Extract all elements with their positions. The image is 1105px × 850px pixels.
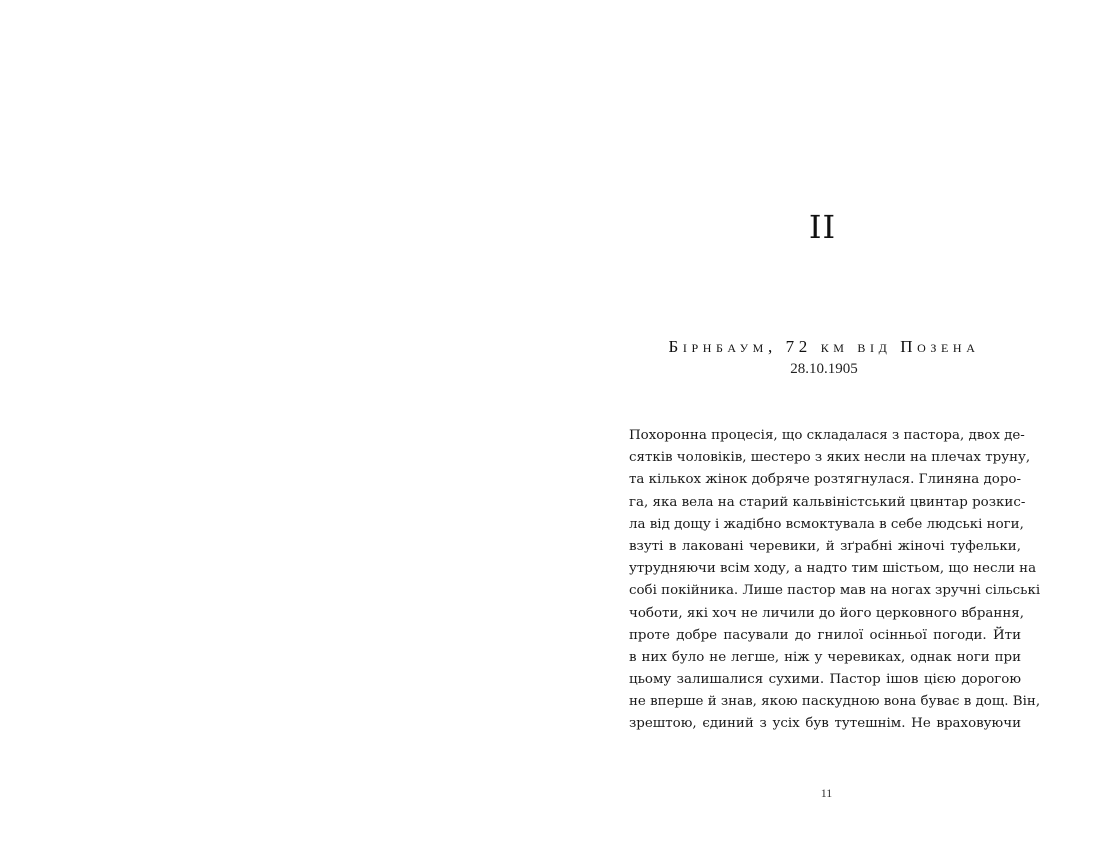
text-line: чоботи, які хоч не личили до його церковного вбрання, (629, 605, 1024, 621)
left-page-blank (0, 0, 552, 850)
page-number: 11 (820, 786, 833, 800)
text-line: Похоронна процесія, що складалася з пастора, двох де- (629, 428, 1025, 443)
chapter-number: II (808, 208, 837, 246)
body-text (629, 425, 1041, 736)
text-line: в них було не легше, ніж у черевиках, однак ноги при (629, 649, 1021, 665)
text-line: утрудняючи всім ходу, а надто тим шістьом, що несли на (629, 561, 1037, 577)
text-line: проте добре пасували до гнилої осінньої погоди. Йти (629, 627, 1021, 643)
right-page (552, 0, 1105, 850)
text-line: цьому залишалися сухими. Пастор ішов цією дорогою (629, 672, 1021, 688)
text-line: не вперше й знав, якою паскудною вона буває в дощ. Він, (629, 694, 1041, 710)
place-heading: Бірнбаум, 72 км від Позена (668, 337, 980, 356)
text-line: ла від дощу і жадібно всмоктувала в себе людські ноги, (629, 516, 1024, 532)
date-heading: 28.10.1905 (790, 361, 858, 377)
text-line: зрештою, єдиний з усіх був тутешнім. Не враховуючи (629, 716, 1021, 732)
text-line: га, яка вела на старий кальвіністський цвинтар розкис- (629, 494, 1026, 510)
text-line: та кількох жінок добряче розтягнулася. Глиняна доро- (629, 472, 1021, 488)
text-line: собі покійника. Лише пастор мав на ногах зручні сільські (629, 583, 1041, 599)
text-line: взуті в лаковані черевики, й зґрабні жіночі туфельки, (629, 538, 1021, 554)
text-line: сятків чоловіків, шестеро з яких несли на плечах труну, (629, 450, 1031, 466)
